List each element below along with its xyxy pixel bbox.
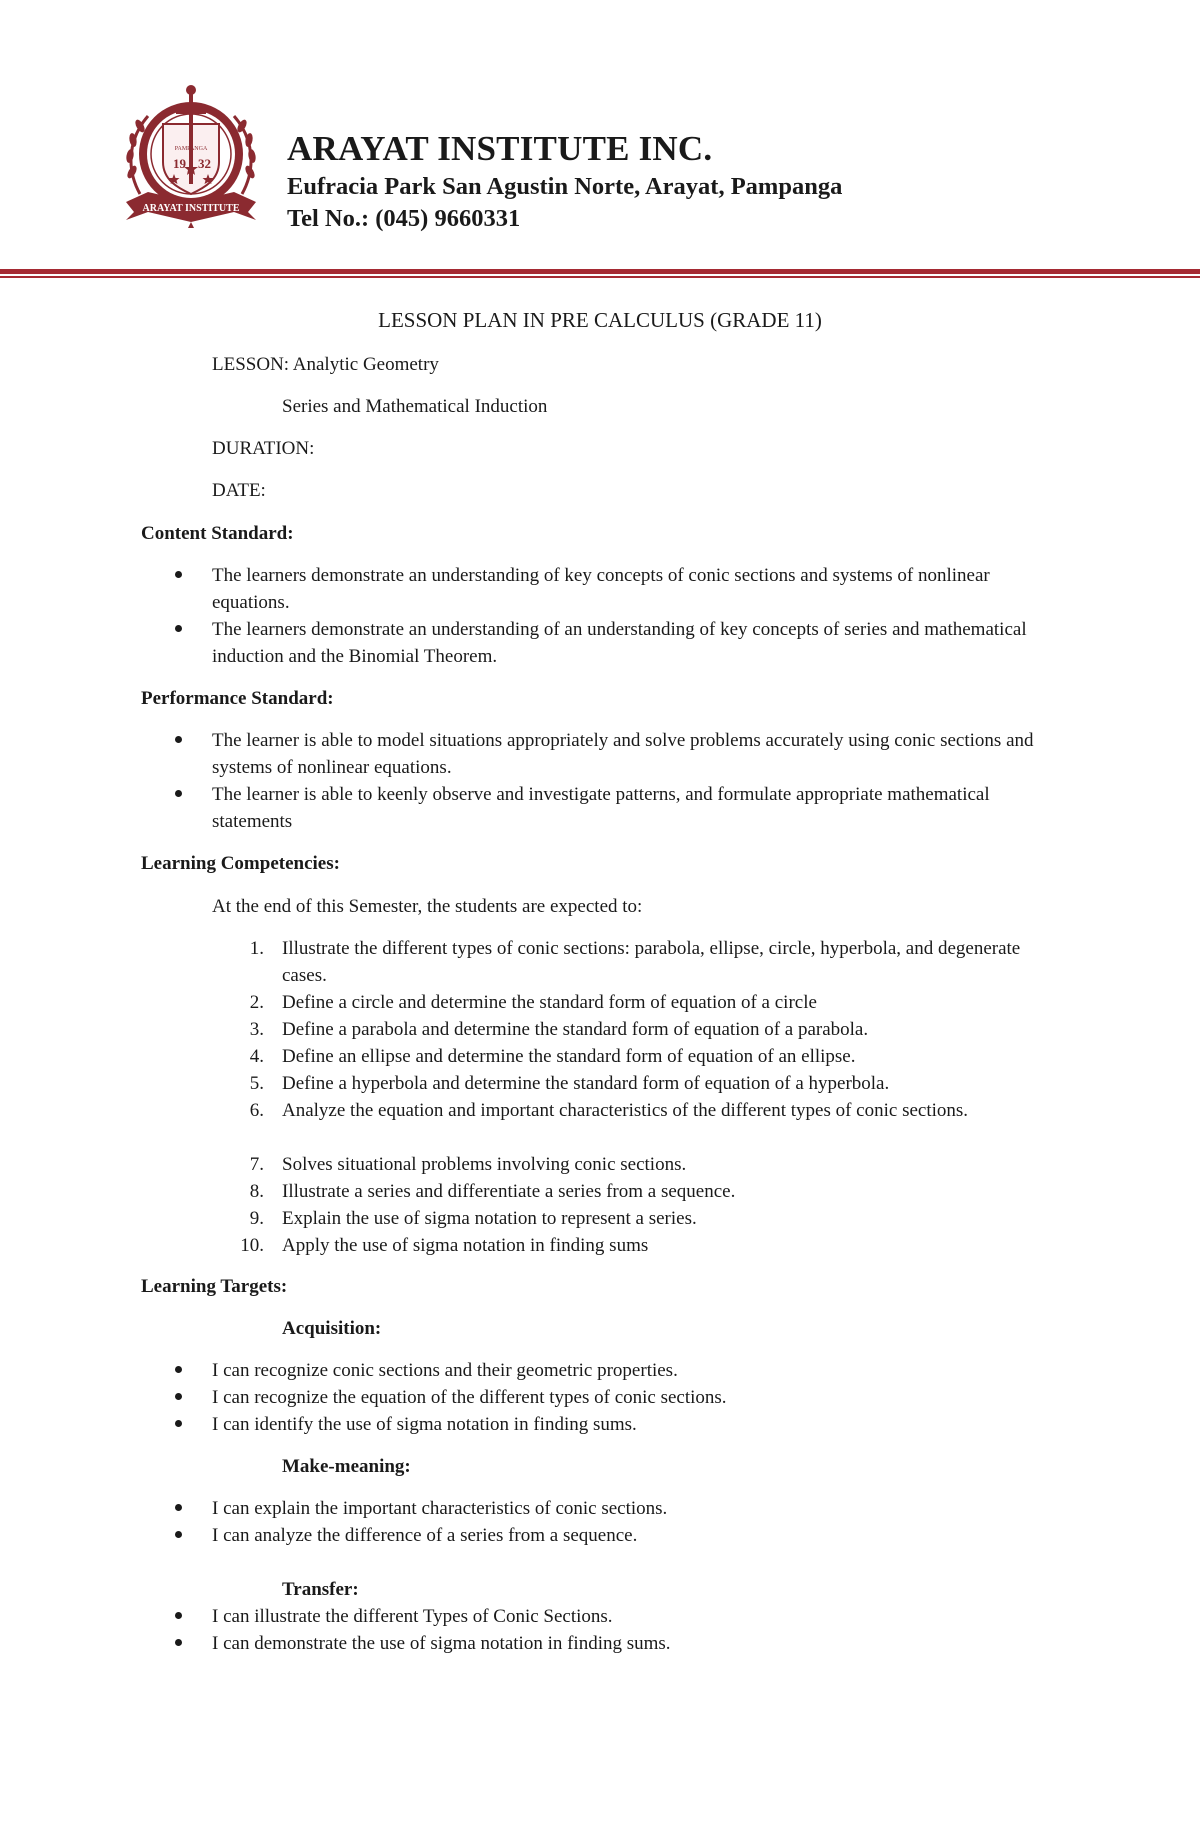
list-number: 9.: [249, 1208, 264, 1229]
lesson-subtitle: Series and Mathematical Induction: [282, 396, 548, 417]
institute-telephone: Tel No.: (045) 9660331: [287, 205, 521, 232]
list-number: 4.: [249, 1046, 264, 1067]
svg-text:19: 19: [173, 156, 186, 171]
make-meaning-item: I can analyze the difference of a series from a sequence.: [212, 1525, 638, 1546]
competency-item: Explain the use of sigma notation to represent a series.: [282, 1208, 697, 1229]
competency-item: Illustrate a series and differentiate a series from a sequence.: [282, 1181, 736, 1202]
bullet: [175, 790, 182, 797]
list-number: 10.: [240, 1235, 264, 1256]
content-standard-item: The learners demonstrate an understanding of an understanding of key concepts of series and mathematical induction and the Binomial Theorem.: [212, 619, 1027, 667]
performance-standard-heading: Performance Standard:: [141, 688, 334, 709]
date-label: DATE:: [212, 480, 266, 501]
bullet: [175, 571, 182, 578]
transfer-heading: Transfer:: [282, 1579, 359, 1600]
transfer-item: I can demonstrate the use of sigma notation in finding sums.: [212, 1633, 671, 1654]
list-number: 1.: [249, 938, 264, 959]
svg-text:ARAYAT INSTITUTE: ARAYAT INSTITUTE: [142, 203, 240, 214]
acquisition-heading: Acquisition:: [282, 1318, 382, 1339]
bullet: [175, 1504, 182, 1511]
bullet: [175, 1420, 182, 1427]
duration-label: DURATION:: [212, 438, 315, 459]
acquisition-item: I can recognize conic sections and their geometric properties.: [212, 1360, 678, 1381]
school-seal-logo: [118, 84, 264, 230]
bullet: [175, 625, 182, 632]
svg-text:PAMPANGA: PAMPANGA: [174, 146, 208, 152]
bullet: [175, 1531, 182, 1538]
bullet: [175, 1366, 182, 1373]
bullet: [175, 1393, 182, 1400]
competency-item: Solves situational problems involving conic sections.: [282, 1154, 687, 1175]
performance-standard-item: The learner is able to keenly observe and investigate patterns, and formulate appropriate mathematical statements: [212, 784, 990, 832]
make-meaning-item: I can explain the important characteristics of conic sections.: [212, 1498, 668, 1519]
competency-item: Analyze the equation and important characteristics of the different types of conic sections.: [282, 1100, 969, 1121]
list-number: 6.: [249, 1100, 264, 1121]
learning-competencies-heading: Learning Competencies:: [141, 853, 340, 874]
competency-item: Define an ellipse and determine the standard form of equation of an ellipse.: [282, 1046, 856, 1067]
content-standard-heading: Content Standard:: [141, 523, 294, 544]
competency-item: Define a circle and determine the standard form of equation of a circle: [282, 992, 817, 1013]
performance-standard-item: The learner is able to model situations appropriately and solve problems accurately using conic sections and systems of nonlinear equations.: [212, 730, 1034, 778]
bullet: [175, 736, 182, 743]
competencies-intro: At the end of this Semester, the students are expected to:: [212, 896, 643, 917]
acquisition-item: I can identify the use of sigma notation in finding sums.: [212, 1414, 637, 1435]
header-rule-thin: [0, 276, 1200, 278]
transfer-item: I can illustrate the different Types of Conic Sections.: [212, 1606, 613, 1627]
competency-item: Define a parabola and determine the standard form of equation of a parabola.: [282, 1019, 869, 1040]
lesson-label: LESSON: Analytic Geometry: [212, 354, 439, 375]
competency-item: Define a hyperbola and determine the standard form of equation of a hyperbola.: [282, 1073, 890, 1094]
header-rule-thick: [0, 269, 1200, 274]
bullet: [175, 1639, 182, 1646]
list-number: 8.: [249, 1181, 264, 1202]
institute-address: Eufracia Park San Agustin Norte, Arayat, Pampanga: [287, 173, 843, 200]
list-number: 2.: [249, 992, 264, 1013]
letterhead: [0, 0, 1200, 285]
institute-name: ARAYAT INSTITUTE INC.: [287, 129, 713, 168]
svg-text:32: 32: [198, 156, 211, 171]
document-title: LESSON PLAN IN PRE CALCULUS (GRADE 11): [378, 308, 822, 332]
acquisition-item: I can recognize the equation of the different types of conic sections.: [212, 1387, 727, 1408]
make-meaning-heading: Make-meaning:: [282, 1456, 411, 1477]
list-number: 3.: [249, 1019, 264, 1040]
learning-targets-heading: Learning Targets:: [141, 1276, 288, 1297]
list-number: 5.: [249, 1073, 264, 1094]
competency-item: Illustrate the different types of conic sections: parabola, ellipse, circle, hyperbola, and degenerate cases.: [282, 938, 1021, 986]
bullet: [175, 1612, 182, 1619]
list-number: 7.: [249, 1154, 264, 1175]
content-standard-item: The learners demonstrate an understanding of key concepts of conic sections and systems of nonlinear equations.: [212, 565, 990, 613]
competency-item: Apply the use of sigma notation in finding sums: [282, 1235, 649, 1256]
